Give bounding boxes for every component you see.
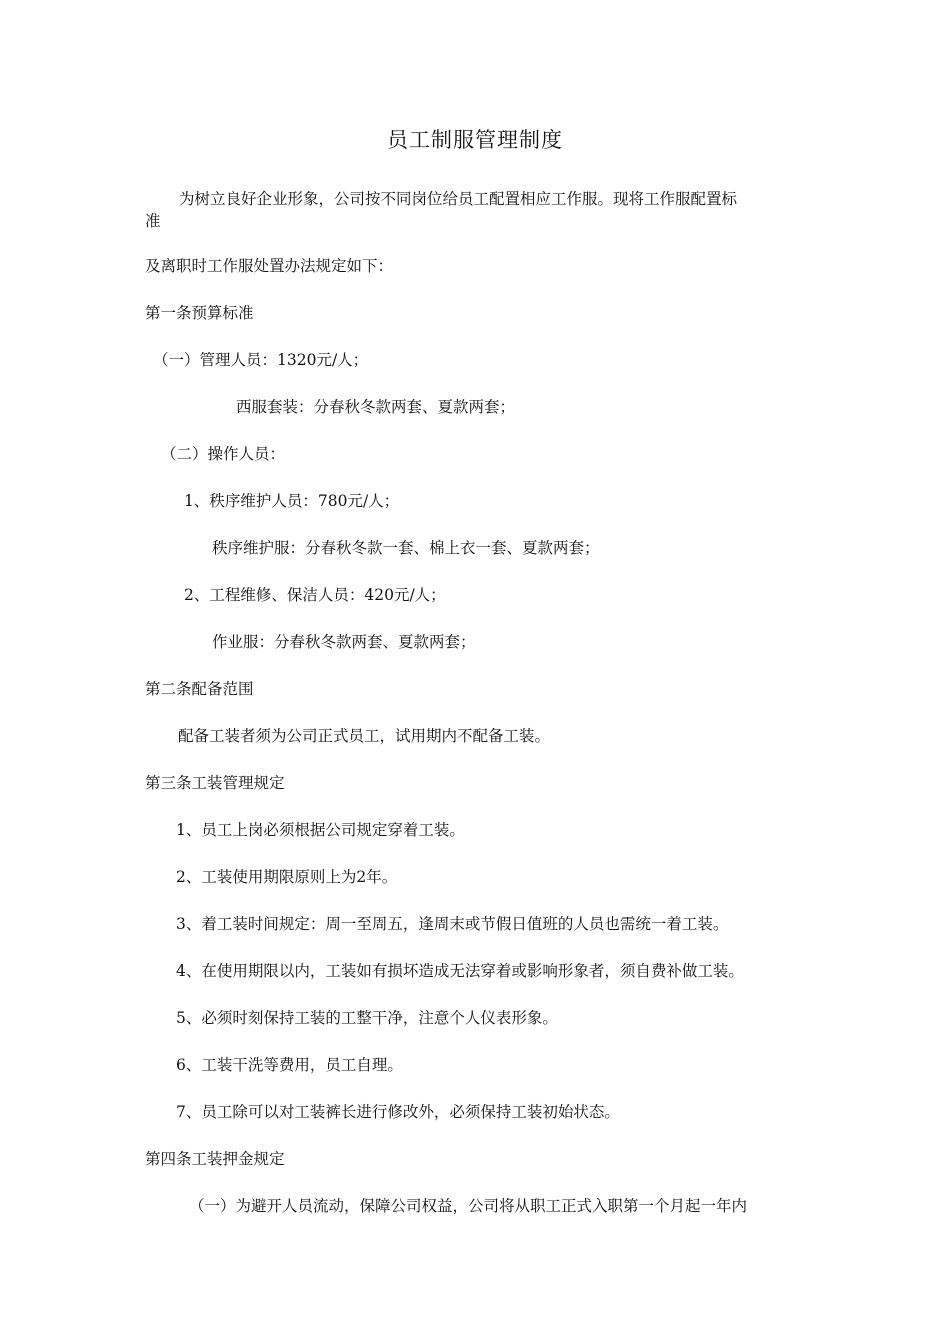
article-3-heading: 第三条工装管理规定 [145, 774, 285, 792]
article-1-item-1-detail: 西服套装：分春秋冬款两套、夏款两套； [236, 398, 516, 416]
article-1-item-2-sub-2-detail: 作业服：分春秋冬款两套、夏款两套； [212, 633, 476, 651]
article-3-rule-5: 5、必须时刻保持工装的工整干净，注意个人仪表形象。 [176, 1009, 558, 1027]
intro-line-3: 及离职时工作服处置办法规定如下： [145, 257, 394, 275]
article-4-item-1: （一）为避开人员流动，保障公司权益，公司将从职工正式入职第一个月起一年内 [189, 1197, 748, 1215]
article-1-heading: 第一条预算标准 [145, 304, 254, 322]
article-3-rule-2: 2、工装使用期限原则上为2年。 [176, 868, 398, 886]
article-1-item-2-sub-1: 1、秩序维护人员：780元/人； [184, 492, 400, 510]
intro-line-1: 为树立良好企业形象，公司按不同岗位给员工配置相应工作服。现将工作服配置标 [179, 190, 738, 208]
article-3-rule-6: 6、工装干洗等费用，员工自理。 [176, 1056, 403, 1074]
article-1-item-2: （二）操作人员： [161, 445, 286, 463]
article-1-item-2-sub-1-detail: 秩序维护服：分春秋冬款一套、棉上衣一套、夏款两套； [212, 539, 600, 557]
article-4-heading: 第四条工装押金规定 [145, 1150, 285, 1168]
document-title: 员工制服管理制度 [387, 128, 563, 152]
article-3-rule-1: 1、员工上岗必须根据公司规定穿着工装。 [176, 821, 465, 839]
article-2-body: 配备工装者须为公司正式员工，试用期内不配备工装。 [178, 727, 551, 745]
article-2-heading: 第二条配备范围 [145, 680, 254, 698]
article-3-rule-7: 7、员工除可以对工装裤长进行修改外，必须保持工装初始状态。 [176, 1103, 620, 1121]
article-1-item-1: （一）管理人员：1320元/人； [153, 351, 369, 369]
article-3-rule-3: 3、着工装时间规定：周一至周五，逢周末或节假日值班的人员也需统一着工装。 [176, 915, 729, 933]
article-1-item-2-sub-2: 2、工程维修、保洁人员：420元/人； [184, 586, 446, 604]
intro-line-2: 准 [145, 212, 161, 230]
article-3-rule-4: 4、在使用期限以内，工装如有损坏造成无法穿着或影响形象者，须自费补做工装。 [176, 962, 744, 980]
